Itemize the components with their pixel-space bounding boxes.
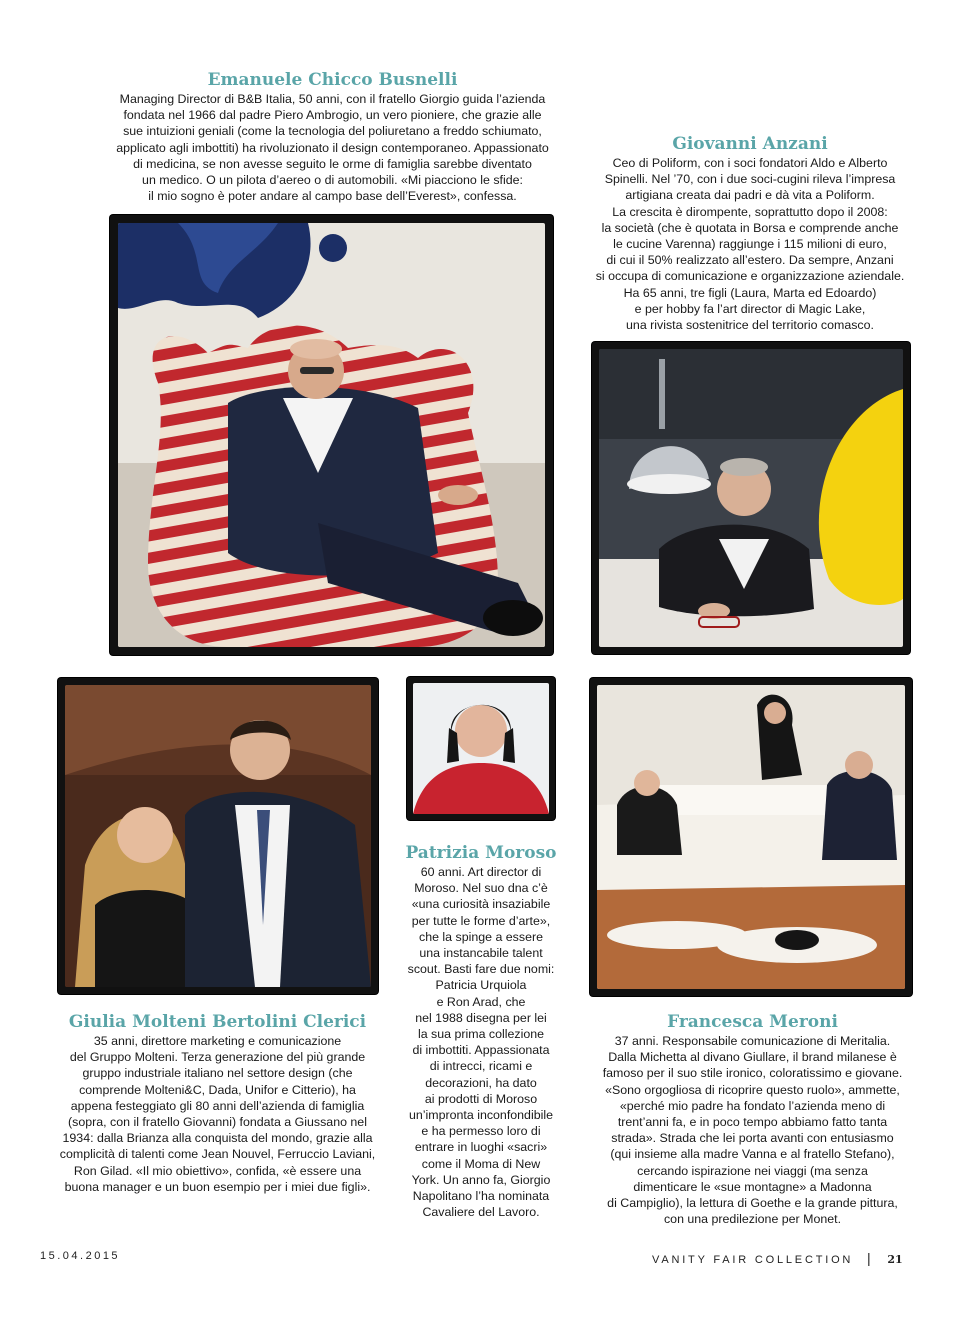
profile-name: Emanuele Chicco Busnelli	[207, 70, 458, 90]
bio-line: del Gruppo Molteni. Terza generazione del più grande	[69, 1050, 366, 1065]
photo-moroso	[407, 677, 555, 820]
photo-meroni	[590, 678, 912, 996]
bio-line: «perché mio padre ha fondato l’azienda meno di	[619, 1098, 886, 1113]
bio-line: e per hobby fa l’art director di Magic Lake,	[634, 301, 866, 316]
bio-line: gruppo industriale italiano nel settore design (che	[82, 1066, 353, 1081]
profile-name: Francesca Meroni	[667, 1012, 838, 1032]
profile-name: Giulia Molteni Bertolini Clerici	[68, 1012, 367, 1032]
profile-bio	[585, 1033, 920, 1227]
bio-line: «una curiosità insaziabile	[411, 897, 551, 912]
magazine-name: VANITY FAIR COLLECTION	[652, 1254, 854, 1266]
bio-line: con una predilezione per Monet.	[663, 1212, 842, 1227]
bio-line: (sopra, con il fratello Giovanni) fondata a Giussano nel	[68, 1115, 367, 1130]
bio-line: entrare in luoghi «sacri»	[414, 1140, 548, 1155]
bio-line: Patricia Urquiola	[435, 978, 527, 993]
bio-line: di imbottiti. Appassionata	[412, 1043, 550, 1058]
bio-line: Ceo di Poliform, con i soci fondatori Aldo e Alberto	[612, 156, 888, 170]
bio-line: come il Moma di New	[421, 1156, 541, 1171]
bio-line: il mio sogno è poter andare al campo base dell’Everest», confessa.	[148, 189, 517, 204]
bio-line: di medicina, se non avesse seguito le orme di famiglia sarebbe diventato	[133, 156, 532, 171]
bio-line: scout. Basti fare due nomi:	[407, 962, 555, 977]
photo-meroni-illustration	[597, 685, 905, 989]
bio-line: famoso per il suo stile ironico, coloratissimo e giovane.	[602, 1066, 903, 1081]
photo-anzani-illustration	[599, 349, 903, 647]
bio-line: la società (che è quotata in Borsa e comprende anche	[601, 220, 899, 235]
bio-line: Dalla Michetta al divano Giullare, il brand milanese è	[608, 1050, 897, 1065]
bio-line: complicità di talenti come Jean Nouvel, Ferruccio Laviani,	[59, 1147, 376, 1162]
bio-line: (qui insieme alla madre Vanna e al fratello Stefano),	[610, 1147, 895, 1162]
profile-busnelli	[100, 70, 565, 204]
bio-line: di intrecci, ricami e	[429, 1059, 533, 1074]
bio-line: fondata nel 1966 dal padre Piero Ambrogio, un vero pioniere, che grazie alle	[123, 108, 542, 123]
photo-busnelli-illustration	[118, 223, 545, 647]
bio-line: Ha 65 anni, tre figli (Laura, Marta ed Edoardo)	[623, 285, 877, 300]
bio-line: applicato agli imbottiti) ha rivoluzionato il design contemporaneo. Appassionato	[116, 140, 549, 155]
bio-line: Moroso. Nel suo dna c’è	[414, 881, 548, 896]
photo-moroso-illustration	[413, 683, 549, 814]
bio-line: Spinelli. Nel ’70, con i due soci-cugini rileva l’impresa	[604, 172, 896, 187]
bio-line: «Sono orgogliosa di ricoprire questo ruolo», ammette,	[605, 1082, 900, 1097]
bio-line: 37 anni. Responsabile comunicazione di Meritalia.	[614, 1034, 891, 1048]
bio-line: buona manager e un buon esempio per i miei due figli».	[64, 1179, 371, 1194]
bio-line: Cavaliere del Lavoro.	[422, 1205, 540, 1220]
profile-molteni	[45, 1012, 390, 1195]
profile-bio	[585, 155, 915, 333]
bio-line: cercando ispirazione nei viaggi (ma senza	[637, 1163, 868, 1178]
footer-date: 15.04.2015	[40, 1250, 121, 1262]
bio-line: una instancabile talent	[419, 946, 543, 961]
footer-separator: |	[867, 1250, 874, 1266]
bio-line: decorazioni, ha dato	[425, 1075, 537, 1090]
bio-line: artigiana creata dai padri e dà vita a Poliform.	[625, 188, 875, 203]
bio-line: e Ron Arad, che	[436, 994, 526, 1009]
bio-line: la sua prima collezione	[417, 1027, 545, 1042]
profile-bio	[390, 864, 572, 1220]
bio-line: 35 anni, direttore marketing e comunicazione	[93, 1034, 342, 1048]
bio-line: Napolitano l’ha nominata	[412, 1189, 550, 1204]
bio-line: e ha permesso loro di	[421, 1124, 541, 1139]
profile-name: Giovanni Anzani	[672, 134, 828, 154]
photo-molteni-illustration	[65, 685, 371, 987]
profile-bio	[45, 1033, 390, 1195]
bio-line: comprende Molteni&C, Dada, Unifor e Citterio), ha	[79, 1082, 356, 1097]
bio-line: 1934: dalla Brianza alla conquista del mondo, grazie alla	[62, 1131, 373, 1146]
bio-line: Ron Gilad. «Il mio obiettivo», confida, «è essere una	[73, 1163, 362, 1178]
bio-line: di Campiglio), la lettura di Goethe e la grande pittura,	[607, 1196, 898, 1211]
bio-line: di cui il 50% realizzato all’estero. Da sempre, Anzani	[606, 253, 894, 268]
bio-line: per tutte le forme d’arte»,	[411, 913, 551, 928]
bio-line: appena festeggiato gli 80 anni dell’azienda di famiglia	[70, 1098, 365, 1113]
bio-line: un medico. O un pilota d’aereo o di automobili. «Mi piacciono le sfide:	[142, 173, 523, 188]
bio-line: York. Un anno fa, Giorgio	[411, 1172, 551, 1187]
profile-anzani	[585, 134, 915, 333]
bio-line: un’impronta inconfondibile	[409, 1108, 553, 1123]
bio-line: 60 anni. Art director di	[420, 865, 542, 879]
page-number: 21	[887, 1253, 903, 1266]
bio-line: sue intuizioni geniali (come la tecnologia del poliuretano a freddo schiumato,	[123, 124, 542, 139]
bio-line: le cucine Varenna) raggiunge i 115 milioni di euro,	[613, 237, 887, 252]
bio-line: trent’anni fa, e in poco tempo abbiamo fatto tanta	[617, 1115, 888, 1130]
profile-moroso	[390, 843, 572, 1220]
bio-line: si occupa di comunicazione e organizzazione aziendale.	[595, 269, 905, 284]
profile-meroni	[585, 1012, 920, 1227]
photo-busnelli	[110, 215, 553, 655]
profile-name: Patrizia Moroso	[405, 843, 557, 863]
bio-line: Managing Director di B&B Italia, 50 anni, con il fratello Giorgio guida l’azienda	[119, 92, 546, 106]
bio-line: che la spinge a essere	[419, 929, 543, 944]
photo-anzani	[592, 342, 910, 654]
bio-line: ai prodotti di Moroso	[424, 1091, 538, 1106]
profile-bio	[100, 91, 565, 204]
bio-line: strada». Strada che lei porta avanti con entusiasmo	[611, 1131, 894, 1146]
bio-line: dimenticare le «sue montagne» a Madonna	[633, 1179, 872, 1194]
bio-line: una rivista sostenitrice del territorio comasco.	[626, 318, 874, 333]
bio-line: La crescita è dirompente, soprattutto dopo il 2008:	[612, 204, 888, 219]
bio-line: nel 1988 disegna per lei	[415, 1010, 547, 1025]
footer-magazine	[652, 1250, 903, 1266]
photo-molteni	[58, 678, 378, 994]
